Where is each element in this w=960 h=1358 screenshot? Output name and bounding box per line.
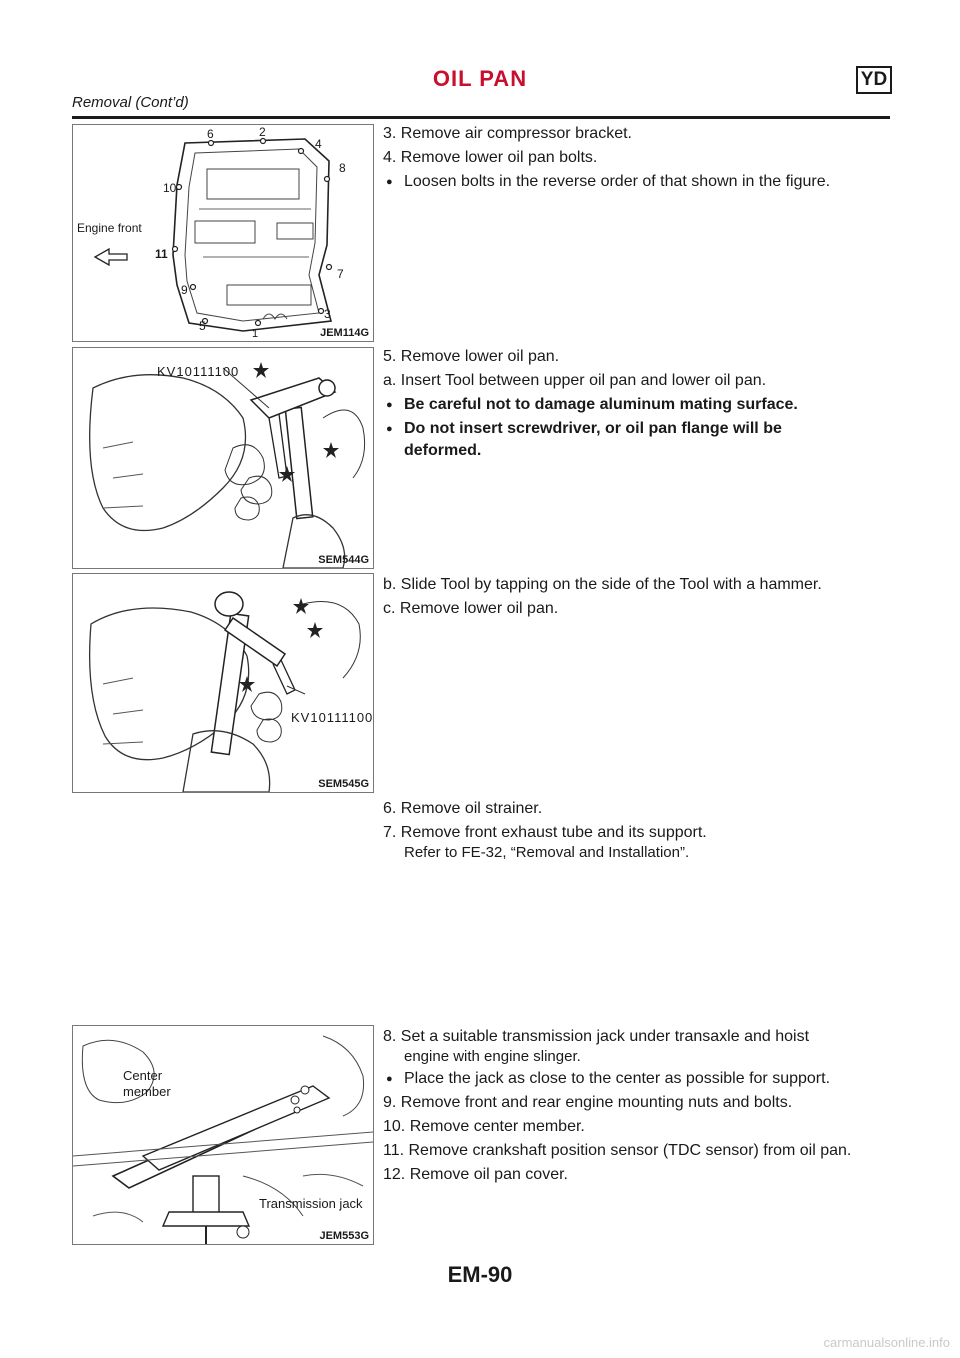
figure-code: SEM545G — [318, 778, 369, 790]
figure-code: JEM114G — [320, 327, 369, 339]
bolt-number-10: 10 — [163, 181, 177, 195]
figure-code: SEM544G — [318, 554, 369, 566]
figure-slide-tool — [72, 573, 374, 793]
center-member-label: Center — [123, 1068, 163, 1083]
figure-code: JEM553G — [319, 1230, 369, 1242]
tool-number-label: KV10111100 — [157, 364, 240, 379]
page-title: OIL PAN — [432, 66, 528, 91]
bolt-number-7: 7 — [337, 267, 344, 281]
bolt-number-6: 6 — [207, 127, 214, 141]
step-5c: c. Remove lower oil pan. — [383, 600, 559, 617]
step-5-caution-1: ● Be careful not to damage aluminum mating surface. — [386, 395, 798, 415]
figure-transmission-jack — [72, 1025, 374, 1245]
transmission-jack-label: Transmission jack — [259, 1196, 363, 1211]
step-4-bullet: ● Loosen bolts in the reverse order of that shown in the figure. — [386, 172, 830, 192]
engine-front-label: Engine front — [77, 221, 142, 235]
bolt-number-8: 8 — [339, 161, 346, 175]
figure-oil-pan-bolt-order — [72, 124, 374, 342]
tool-number-label: KV10111100 — [291, 710, 374, 725]
step-10: 10. Remove center member. — [383, 1118, 585, 1135]
step-5a: a. Insert Tool between upper oil pan and lower oil pan. — [383, 372, 767, 389]
header-rule — [72, 116, 890, 119]
bolt-number-4: 4 — [315, 137, 322, 151]
transmission-jack-drawing — [73, 1026, 373, 1244]
watermark: carmanualsonline.info — [823, 1335, 950, 1350]
slide-tool-drawing — [73, 574, 373, 792]
step-7: 7. Remove front exhaust tube and its support. — [383, 824, 707, 841]
section-subtitle: Removal (Cont’d) — [72, 94, 189, 111]
step-7-reference: Refer to FE-32, “Removal and Installation”. — [404, 844, 690, 861]
bolt-number-1: 1 — [252, 328, 259, 340]
page-number: EM-90 — [447, 1262, 513, 1287]
bolt-number-9: 9 — [181, 283, 188, 297]
tool-insertion-drawing — [73, 348, 373, 568]
step-5-caution-2-cont: deformed. — [404, 442, 482, 459]
bolt-number-2: 2 — [259, 125, 266, 139]
bolt-number-3: 3 — [324, 307, 331, 321]
step-5-caution-2: ● Do not insert screwdriver, or oil pan flange will be — [386, 419, 782, 439]
bolt-number-5: 5 — [199, 319, 206, 333]
step-3: 3. Remove air compressor bracket. — [383, 125, 632, 142]
step-12: 12. Remove oil pan cover. — [383, 1166, 568, 1183]
step-8-cont: engine with engine slinger. — [404, 1048, 581, 1065]
figure-tool-insertion — [72, 347, 374, 569]
center-member-label-line2: member — [123, 1084, 171, 1099]
step-8: 8. Set a suitable transmission jack under transaxle and hoist — [383, 1028, 810, 1045]
step-8-bullet: ● Place the jack as close to the center as possible for support. — [386, 1069, 830, 1089]
step-5: 5. Remove lower oil pan. — [383, 348, 560, 365]
step-6: 6. Remove oil strainer. — [383, 800, 543, 817]
bolt-number-11: 11 — [155, 247, 168, 261]
engine-code-badge: YD — [856, 66, 892, 94]
step-11: 11. Remove crankshaft position sensor (TDC sensor) from oil pan. — [383, 1142, 852, 1159]
step-9: 9. Remove front and rear engine mounting nuts and bolts. — [383, 1094, 793, 1111]
step-4: 4. Remove lower oil pan bolts. — [383, 149, 598, 166]
step-5b: b. Slide Tool by tapping on the side of the Tool with a hammer. — [383, 576, 822, 593]
